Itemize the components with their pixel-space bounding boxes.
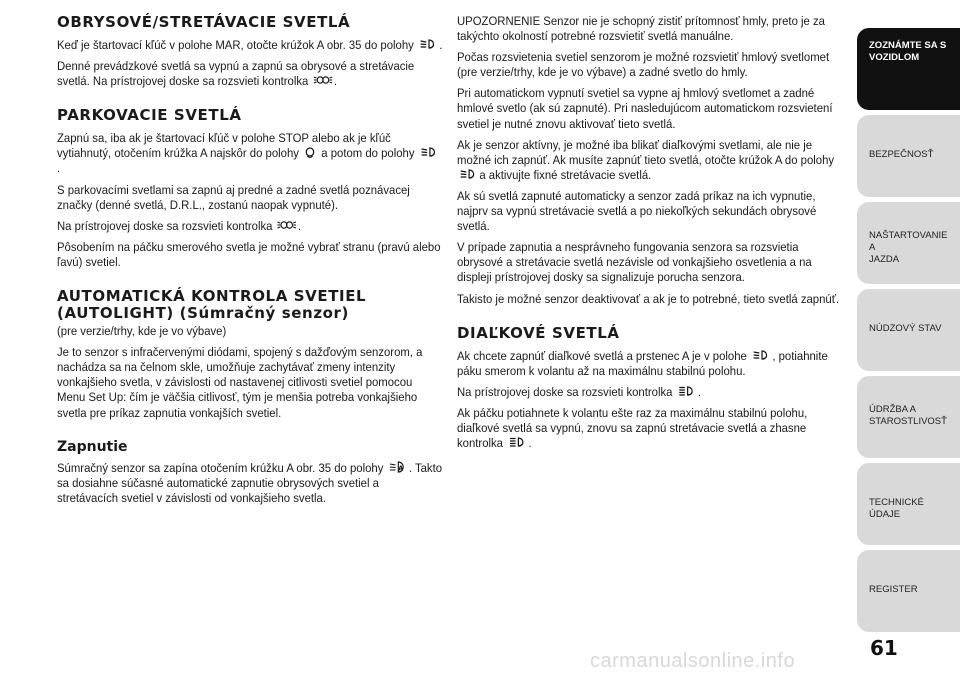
tab-technicke-udaje[interactable] (857, 463, 960, 545)
text: . (528, 436, 532, 451)
tab-label: REGISTER (869, 584, 918, 595)
text: . Takto sa dosiahne súčasné automatické zapnutie obrysových svetiel a stretávacích svetiel v závislosti od vonkajšieho svetla. (57, 460, 443, 505)
heading-autolight: (AUTOLIGHT) (Súmračný senzor) (57, 304, 350, 323)
paragraph (57, 461, 443, 506)
paragraph: V prípade zapnutia a nesprávneho fungovania senzora sa rozsvietia obrysové a stretávacie svetlá nezávisle od vonkajšieho osvetlenia a na displeji prístrojovej dosky sa signalizuje porucha senzora. (457, 240, 812, 285)
parking-light-icon (313, 74, 332, 86)
chapter-sidebar (857, 0, 960, 686)
text: . (297, 218, 302, 233)
tab-register[interactable] (857, 550, 960, 632)
right-column (457, 14, 842, 457)
text: . (697, 384, 702, 399)
parking-light-icon (277, 219, 296, 231)
paragraph: Takisto je možné senzor deaktivovať a ak je to potrebné, tieto svetlá zapnúť. (457, 291, 840, 306)
paragraph (457, 349, 844, 379)
tab-zoznamte-sa[interactable] (857, 28, 960, 110)
tab-label: STAROSTLIVOSŤ (869, 416, 947, 427)
text: a aktivujte fixné stretávacie svetlá. (479, 167, 652, 182)
tab-label: NAŠTARTOVANIE A (869, 230, 948, 253)
text: . (57, 161, 61, 176)
text: Zapnú sa, iba ak je štartovací kľúč v polohe STOP alebo ak je kľúč vytiahnutý, otočením krúžka A najskôr do polohy (57, 131, 391, 161)
paragraph: Počas rozsvietenia svetiel senzorom je možné rozsvietiť hmlový svetlomet (pre verzie/trhy, kde je vo výbave) a zadné svetlo do hmly. (457, 50, 830, 80)
low-beam-icon (752, 349, 771, 361)
watermark: carmanualsonline.info (590, 650, 796, 672)
text: . (439, 38, 443, 52)
tab-nudzovy-stav[interactable] (857, 289, 960, 371)
auto-light-icon (388, 461, 407, 473)
tab-label: VOZIDLOM (869, 52, 920, 63)
text: a potom do polohy (321, 146, 415, 161)
position-light-icon (301, 146, 320, 158)
paragraph (57, 38, 443, 53)
paragraph (57, 59, 443, 89)
paragraph (457, 406, 844, 451)
text: Ak páčku potiahnete k volantu ešte raz za maximálnu stabilnú polohu, diaľkové svetlá sa vypnú, znovu sa zapnú stretávacie svetlá a zhasne kontrolka (457, 405, 808, 451)
high-beam-icon (677, 385, 696, 397)
text: , potiahnite páku smerom k volantu až na maximálnu stabilnú polohu. (457, 348, 828, 378)
text: . (333, 74, 337, 89)
paragraph: S parkovacími svetlami sa zapnú aj predné a zadné svetlá poznávacej značky (denné svetlá, D.R.L., zostanú naopak vypnuté). (57, 182, 410, 212)
tab-label: ÚDRŽBA A (869, 404, 916, 415)
tab-label: ZOZNÁMTE SA S (869, 40, 947, 51)
text: Na prístrojovej doske sa rozsvieti kontrolka (57, 218, 273, 233)
left-column (57, 14, 441, 512)
heading-automaticka: AUTOMATICKÁ KONTROLA SVETIEL (57, 287, 367, 306)
tab-udrzba[interactable] (857, 376, 960, 458)
paragraph: Ak sú svetlá zapnuté automaticky a senzor zadá príkaz na ich vypnutie, najprv sa vypnú stretávacie svetlá a po niekoľkých sekundách obrysové svetlá. (457, 188, 817, 234)
paragraph: Pri automatickom vypnutí svetiel sa vypne aj hmlový svetlomet a zadné hmlové svetlo (ak sú zapnuté). Pri nasledujúcom automatickom rozsvietení svetiel je nutné znovu aktivovať tieto svetlá. (457, 86, 833, 131)
page-number: 61 (870, 636, 898, 660)
paragraph: UPOZORNENIE Senzor nie je schopný zistiť prítomnosť hmly, preto je za takýchto okolností potrebné rozsvietiť svetlá manuálne. (457, 14, 825, 44)
text: Keď je štartovací kľúč v polohe MAR, otočte krúžok A obr. 35 do polohy (57, 38, 414, 52)
tab-bezpecnost[interactable] (857, 115, 960, 197)
paragraph: Pôsobením na páčku smerového svetla je možné vybrať stranu (pravú alebo ľavú) svetiel. (57, 239, 441, 269)
paragraph (57, 131, 443, 176)
heading-zapnutie: Zapnutie (57, 438, 128, 455)
heading-obrysove: OBRYSOVÉ/STRETÁVACIE SVETLÁ (57, 13, 351, 31)
low-beam-icon (419, 38, 438, 50)
tab-nastartovanie[interactable] (857, 202, 960, 284)
heading-dialkove: DIAĽKOVÉ SVETLÁ (457, 323, 620, 342)
text: Denné prevádzkové svetlá sa vypnú a zapnú sa obrysové a stretávacie svetlá. Na prístrojovej doske sa rozsvieti kontrolka (57, 59, 415, 89)
low-beam-icon (420, 146, 439, 158)
text: Súmračný senzor sa zapína otočením krúžku A obr. 35 do polohy (57, 460, 384, 475)
text: Ak je senzor aktívny, je možné iba blikať diaľkovými svetlami, ale nie je možné ich zapnúť. Ak musíte zapnúť tieto svetlá, otočte krúžok A do polohy (457, 137, 835, 167)
paragraph (57, 219, 443, 234)
tab-label: TECHNICKÉ ÚDAJE (869, 497, 924, 520)
text: Ak chcete zapnúť diaľkové svetlá a prstenec A je v polohe (457, 348, 747, 363)
heading-parkovacie: PARKOVACIE SVETLÁ (57, 106, 242, 125)
text: Na prístrojovej doske sa rozsvieti kontrolka (457, 384, 673, 399)
paragraph (457, 385, 844, 400)
tab-label: NÚDZOVÝ STAV (869, 323, 942, 334)
paragraph: Je to senzor s infračervenými diódami, spojený s dažďovým senzorom, a nachádza sa na čelnom skle, umožňuje zachytávať zmeny intenzity vonkajšieho svetla, v závislosti od nastavenej citlivosti svetiel pomocou Menu Set Up: čím je väčšia citlivosť, tým je menšia potreba vonkajšieho svetla pre príkaz zapnutia vonkajších svetiel. (57, 345, 423, 420)
paragraph: (pre verzie/trhy, kde je vo výbave) (57, 324, 227, 339)
tab-label: JAZDA (869, 254, 900, 265)
tab-label: BEZPEČNOSŤ (869, 149, 934, 160)
paragraph (457, 138, 844, 183)
high-beam-icon (508, 436, 527, 448)
low-beam-icon (459, 168, 478, 180)
